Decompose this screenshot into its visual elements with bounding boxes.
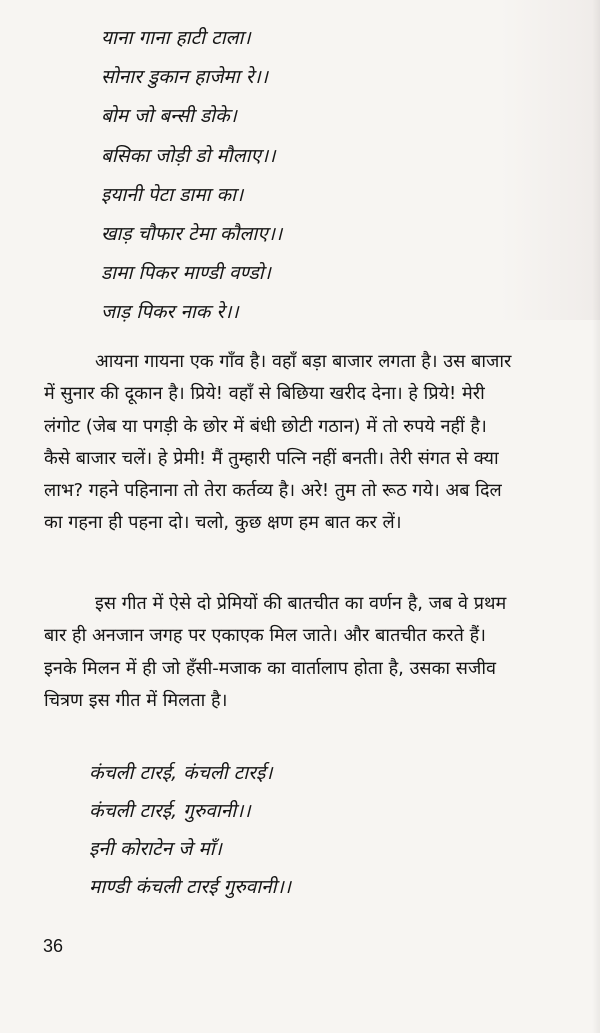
paragraph-line: इस गीत में ऐसे दो प्रेमियों की बातचीत का वर्णन है, जब वे प्रथम [95, 593, 507, 614]
paragraph-line: लाभ? गहने पहिनाना तो तेरा कर्तव्य है। अरे! तुम तो रूठ गये। अब दिल [44, 480, 502, 502]
verse-line: बसिका जोड़ी डो मौलाए।। [101, 144, 276, 167]
verse-block-2 [89, 754, 519, 906]
paragraph-line: चित्रण इस गीत में मिलता है। [44, 689, 228, 711]
paragraph-line: कैसे बाजार चलें। हे प्रेमी! मैं तुम्हारी पत्नि नहीं बनती। तेरी संगत से क्या [44, 447, 499, 469]
paragraph-line: इनके मिलन में ही जो हँसी-मजाक का वार्तालाप होता है, उसका सजीव [44, 657, 497, 679]
paragraph-description [44, 588, 574, 717]
paragraph-line: आयना गायना एक गाँव है। वहाँ बड़ा बाजार लगता है। उस बाजार [95, 351, 512, 372]
verse-line: खाड़ चौफार टेमा कौलाए।। [101, 223, 283, 246]
paragraph-translation [44, 346, 574, 540]
verse-line: डामा पिकर माण्डी वण्डो। [101, 262, 271, 285]
verse-line: कंचली टारई, गुरुवानी।। [89, 800, 251, 822]
page-edge-shadow [592, 0, 600, 1033]
verse-line: याना गाना हाटी टाला। [101, 27, 251, 49]
verse-line: बोम जो बन्सी डोके। [101, 105, 237, 128]
page-number: 36 [43, 936, 64, 956]
verse-line: सोनार डुकान हाजेमा रे।। [101, 66, 268, 89]
verse-line: माण्डी कंचली टारई गुरुवानी।। [89, 876, 291, 898]
verse-block-1 [101, 19, 531, 333]
paragraph-line: लंगोट (जेब या पगड़ी के छोर में बंधी छोटी गठान) में तो रुपये नहीं है। [44, 415, 487, 437]
paragraph-line: बार ही अनजान जगह पर एकाएक मिल जाते। और बातचीत करते हैं। [44, 625, 486, 647]
verse-line: कंचली टारई, कंचली टारई। [89, 762, 273, 784]
verse-line: इयानी पेटा डामा का। [101, 183, 244, 206]
verse-line: इनी कोराटेन जे माँ। [89, 838, 222, 860]
verse-line: जाड़ पिकर नाक रे।। [101, 301, 239, 324]
paragraph-line: में सुनार की दूकान है। प्रिये! वहाँ से बिछिया खरीद देना। हे प्रिये! मेरी [44, 383, 485, 405]
paragraph-line: का गहना ही पहना दो। चलो, कुछ क्षण हम बात कर लें। [44, 512, 402, 534]
